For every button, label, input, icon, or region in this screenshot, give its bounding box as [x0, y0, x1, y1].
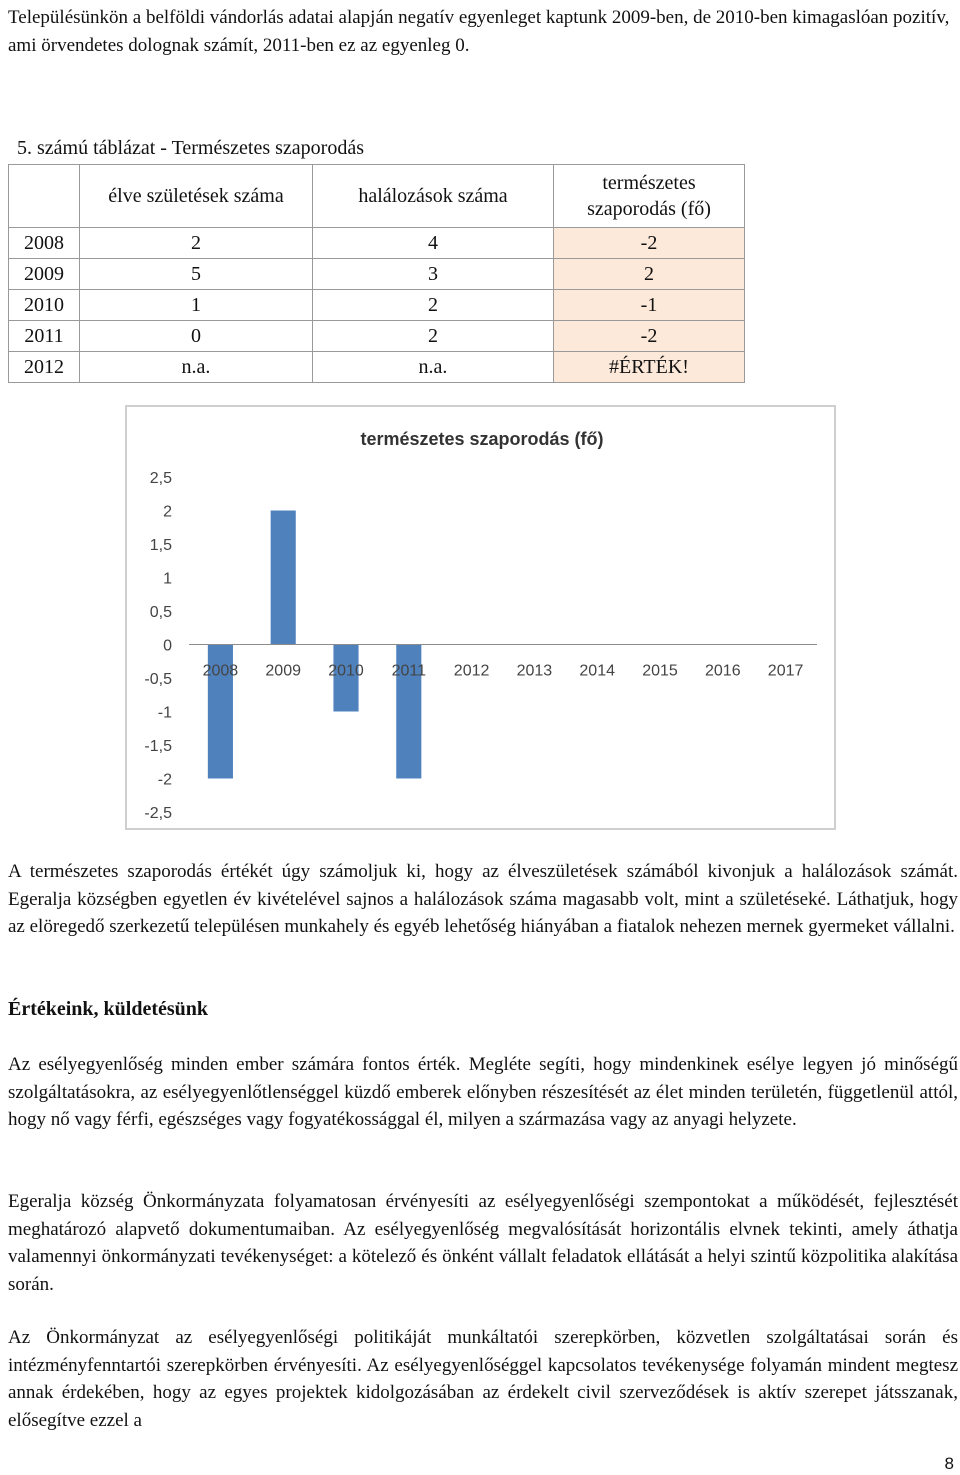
paragraph-policy: Az Önkormányzat az esélyegyenlőségi politikáját munkáltatói szerepkörben, közvetlen szolgáltatásai során és intézményfenntartói szerepkörben érvényesíti. Az esélyegyenlőséggel kapcsolatos tevékenysége folyamán mindent megtesz annak érdekében, hogy az egyes projektek kidolgozásában az érdekelt civil szerveződések is aktív szerepet játsszanak, elősegítve ezzel a — [8, 1327, 958, 1431]
chart-x-tick-label: 2012 — [453, 662, 490, 680]
table-cell-births: 0 — [80, 321, 313, 352]
table-cell-deaths: 2 — [313, 290, 554, 321]
table-header-growth — [554, 165, 745, 228]
chart-x-tick-label: 2013 — [516, 662, 553, 680]
chart-y-tick-label: -0,5 — [144, 671, 172, 688]
section-heading: Értékeink, küldetésünk — [8, 998, 209, 1020]
table-cell-births: 1 — [80, 290, 313, 321]
chart-y-tick-label: -1,5 — [144, 738, 172, 755]
table-row — [9, 259, 745, 290]
table-header-deaths: halálozások száma — [313, 165, 554, 228]
chart-y-tick-label: 0,5 — [149, 604, 172, 621]
chart-y-tick-label: 0 — [163, 637, 172, 655]
table-header-growth-label: természetes szaporodás (fő) — [587, 172, 711, 220]
growth-chart-svg — [127, 407, 834, 828]
table-cell-year: 2008 — [9, 228, 80, 259]
table-row — [9, 321, 745, 352]
chart-y-tick-label: -2 — [157, 771, 172, 789]
table-row — [9, 290, 745, 321]
chart-x-tick-label: 2010 — [328, 662, 364, 680]
table-cell-growth: -1 — [554, 290, 745, 321]
paragraph-equal-opportunity: Az esélyegyenlőség minden ember számára fontos érték. Megléte segíti, hogy mindenkinek esélye legyen jó minőségű szolgáltatásokra, az esélyegyenlőtlenséggel küzdő emberek előnyben részesítését az élet minden területén, függetlenül attól, hogy nő vagy férfi, egészséges vagy fogyatékossággal él, milyen a származása vagy az anyagi helyzete. — [8, 1054, 958, 1130]
table-cell-year: 2011 — [9, 321, 80, 352]
table-header-year — [9, 165, 80, 228]
table-row — [9, 228, 745, 259]
table-cell-deaths: n.a. — [313, 352, 554, 383]
chart-bar-2009 — [271, 511, 296, 645]
page-number: 8 — [944, 1454, 954, 1473]
chart-x-tick-label: 2017 — [767, 662, 804, 680]
table-cell-year: 2010 — [9, 290, 80, 321]
chart-x-tick-label: 2009 — [265, 662, 301, 680]
natural-growth-table — [8, 164, 745, 383]
chart-y-tick-label: 1 — [163, 570, 172, 588]
table-cell-year: 2012 — [9, 352, 80, 383]
table-cell-growth: #ÉRTÉK! — [554, 352, 745, 383]
table-header-row — [9, 165, 745, 228]
table-cell-births: n.a. — [80, 352, 313, 383]
table-cell-year: 2009 — [9, 259, 80, 290]
paragraph-municipality: Egeralja község Önkormányzata folyamatosan érvényesíti az esélyegyenlőségi szempontokat a működését, fejlesztését meghatározó alapvető dokumentumaiban. Az esélyegyenlőség megvalósítását horizontális elvnek tekinti, amely áthatja valamennyi önkormányzati tevékenységet: a kötelező és önként vállalt feladatok ellátását a helyi szintű közpolitika alakítása során. — [8, 1191, 958, 1295]
table-cell-deaths: 4 — [313, 228, 554, 259]
chart-y-tick-label: 2 — [163, 503, 172, 521]
chart-y-tick-label: -1 — [157, 704, 172, 722]
table-header-births: élve születések száma — [80, 165, 313, 228]
table-cell-growth: -2 — [554, 321, 745, 352]
table-cell-growth: -2 — [554, 228, 745, 259]
table-row — [9, 352, 745, 383]
table-cell-deaths: 2 — [313, 321, 554, 352]
growth-chart — [125, 405, 836, 830]
table-cell-births: 2 — [80, 228, 313, 259]
chart-y-tick-label: 1,5 — [149, 537, 172, 554]
paragraph-natural-growth: A természetes szaporodás értékét úgy számoljuk ki, hogy az élveszületések számából kivonjuk a halálozások számát. Egeralja községben egyetlen év kivételével sajnos a halálozások száma magasabb volt, mint a születéseké. Láthatjuk, hogy az elöregedő szerkezetű településen munkahely és egyéb lehetőség hiányában a fiatalok nehezen mernek gyermeket vállalni. — [8, 861, 958, 937]
table-cell-births: 5 — [80, 259, 313, 290]
table-cell-growth: 2 — [554, 259, 745, 290]
chart-y-tick-label: 2,5 — [149, 470, 172, 487]
chart-x-tick-label: 2016 — [705, 662, 741, 680]
table-cell-deaths: 3 — [313, 259, 554, 290]
chart-x-tick-label: 2014 — [579, 662, 615, 680]
chart-y-tick-label: -2,5 — [144, 805, 172, 822]
chart-x-tick-label: 2008 — [202, 662, 239, 680]
chart-x-tick-label: 2011 — [391, 662, 427, 680]
table-caption: 5. számú táblázat - Természetes szaporodás — [17, 137, 364, 159]
intro-paragraph: Településünkön a belföldi vándorlás adatai alapján negatív egyenleget kaptunk 2009-ben, de 2010-ben kimagaslóan pozitív, ami örvendetes dolognak számít, 2011-ben ez az egyenleg 0. — [8, 7, 950, 56]
chart-x-tick-label: 2015 — [642, 662, 678, 680]
chart-title: természetes szaporodás (fő) — [360, 429, 604, 449]
